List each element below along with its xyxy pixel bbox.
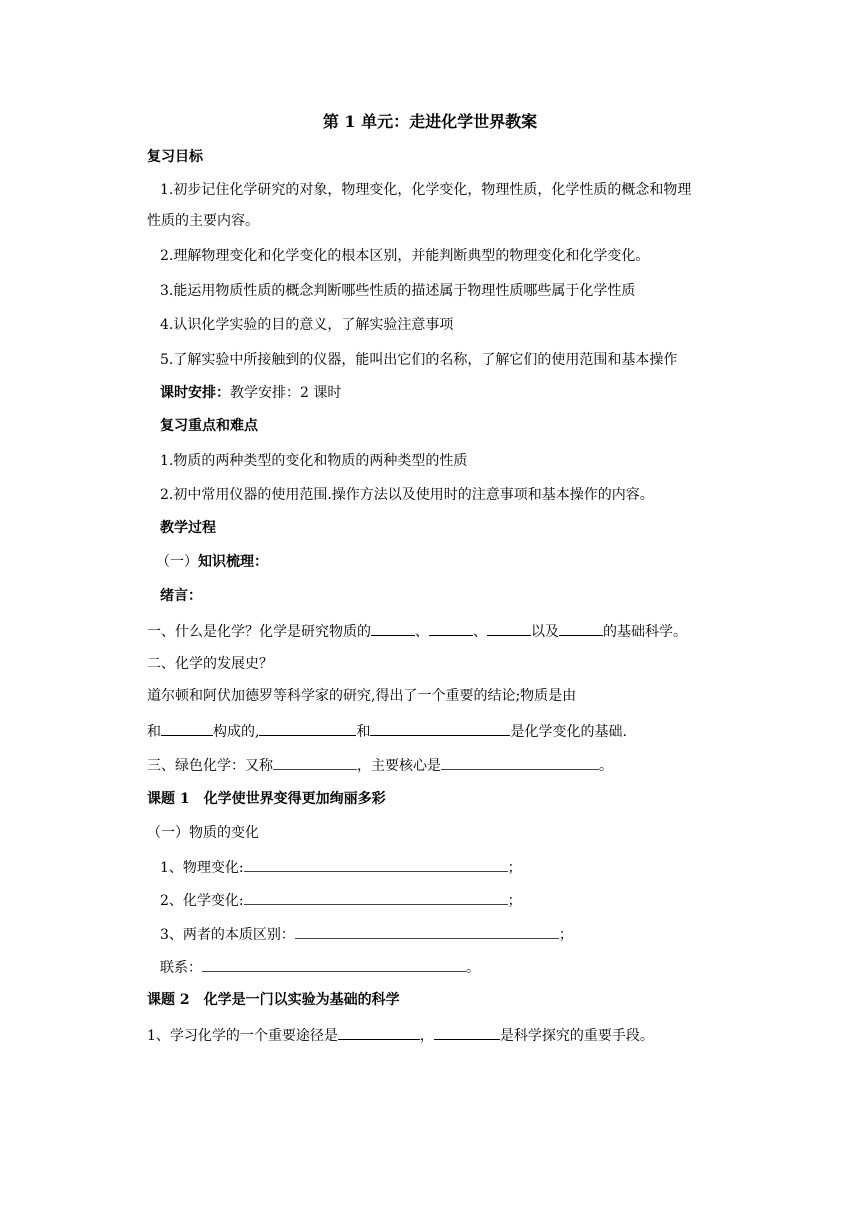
- key-1: 1.物质的两种类型的变化和物质的两种类型的性质: [160, 453, 468, 469]
- question-2-text: 和: [147, 724, 161, 740]
- relation-item: [160, 956, 480, 978]
- question-3-text: ，主要核心是: [357, 758, 441, 774]
- question-2-text: 构成的,: [213, 724, 260, 740]
- section-1-heading: [156, 552, 268, 572]
- physical-change-label: 1、物理变化:: [160, 860, 244, 876]
- process-heading: 教学过程: [160, 520, 216, 536]
- schedule-value: 教学安排：2 课时: [230, 385, 342, 401]
- intro-heading: 绪言：: [160, 588, 202, 604]
- page-title: 第 1 单元：走进化学世界教案: [322, 112, 538, 131]
- question-2-line-2: [147, 720, 627, 742]
- goal-3: 3.能运用物质性质的概念判断哪些性质的描述属于物理性质哪些属于化学性质: [160, 283, 636, 299]
- topic-1-heading: 课题 1 化学使世界变得更加绚丽多彩: [147, 791, 386, 807]
- blank-12[interactable]: [295, 923, 559, 939]
- question-3: [147, 754, 613, 776]
- punctuation: ，: [419, 1028, 434, 1044]
- question-2-text: 和: [356, 724, 371, 740]
- question-1-text: 一、什么是化学？化学是研究物质的: [147, 624, 371, 640]
- question-3-text: 三、绿色化学：又称: [147, 758, 273, 774]
- key-2: 2.初中常用仪器的使用范围.操作方法以及使用时的注意事项和基本操作的内容。: [160, 487, 654, 503]
- topic-2-heading: 课题 2 化学是一门以实验为基础的科学: [147, 992, 400, 1008]
- blank-10[interactable]: [244, 856, 508, 872]
- chemical-change-item: [160, 889, 522, 911]
- goal-5: 5.了解实验中所接触到的仪器，能叫出它们的名称，了解它们的使用范围和基本操作: [160, 352, 678, 368]
- section-1-title: 知识梳理：: [198, 554, 268, 570]
- question-2: 二、化学的发展史？: [147, 656, 273, 672]
- schedule-line: [160, 383, 341, 403]
- blank-8[interactable]: [273, 754, 357, 770]
- chemical-change-label: 2、化学变化:: [160, 893, 244, 909]
- goal-1-line-1: 1.初步记住化学研究的对象，物理变化，化学变化，物理性质，化学性质的概念和物理: [160, 182, 692, 198]
- difference-label: 3、两者的本质区别：: [160, 927, 295, 943]
- schedule-label: 课时安排：: [160, 385, 230, 401]
- question-2-line-1: 道尔顿和阿伏加德罗等科学家的研究,得出了一个重要的结论;物质是由: [147, 688, 577, 704]
- question-1: [147, 620, 687, 642]
- physical-change-item: [160, 856, 522, 878]
- blank-6[interactable]: [259, 720, 356, 736]
- blank-1[interactable]: [371, 620, 415, 636]
- blank-14[interactable]: [338, 1024, 420, 1040]
- blank-4[interactable]: [559, 620, 603, 636]
- relation-label: 联系：: [160, 960, 202, 976]
- topic-2-item-1: [147, 1024, 654, 1046]
- blank-7[interactable]: [370, 720, 510, 736]
- punctuation: 。: [466, 960, 480, 976]
- question-1-text: 以及: [531, 624, 559, 640]
- goal-4: 4.认识化学实验的目的意义，了解实验注意事项: [160, 317, 454, 333]
- separator: 、: [415, 624, 429, 640]
- key-heading: 复习重点和难点: [160, 418, 258, 434]
- punctuation: ；: [558, 927, 573, 943]
- separator: 、: [473, 624, 487, 640]
- difference-item: [160, 923, 573, 945]
- blank-2[interactable]: [429, 620, 473, 636]
- topic-1-subheading: （一）物质的变化: [147, 825, 259, 841]
- blank-5[interactable]: [161, 720, 213, 736]
- blank-11[interactable]: [244, 889, 508, 905]
- goals-heading: 复习目标: [147, 149, 203, 165]
- question-1-text: 的基础科学。: [603, 624, 687, 640]
- question-2-text: 是化学变化的基础.: [510, 724, 627, 740]
- goal-2: 2.理解物理变化和化学变化的根本区别，并能判断典型的物理变化和化学变化。: [160, 248, 650, 264]
- blank-3[interactable]: [487, 620, 531, 636]
- topic-2-text: 是科学探究的重要手段。: [499, 1028, 654, 1044]
- topic-2-text: 1、学习化学的一个重要途径是: [147, 1028, 338, 1044]
- question-3-text: 。: [599, 758, 613, 774]
- section-1-prefix: （一）: [156, 554, 198, 570]
- blank-9[interactable]: [441, 754, 599, 770]
- blank-13[interactable]: [202, 956, 466, 972]
- punctuation: ；: [507, 893, 522, 909]
- goal-1-line-2: 性质的主要内容。: [147, 213, 259, 229]
- blank-15[interactable]: [434, 1024, 500, 1040]
- punctuation: ；: [507, 860, 522, 876]
